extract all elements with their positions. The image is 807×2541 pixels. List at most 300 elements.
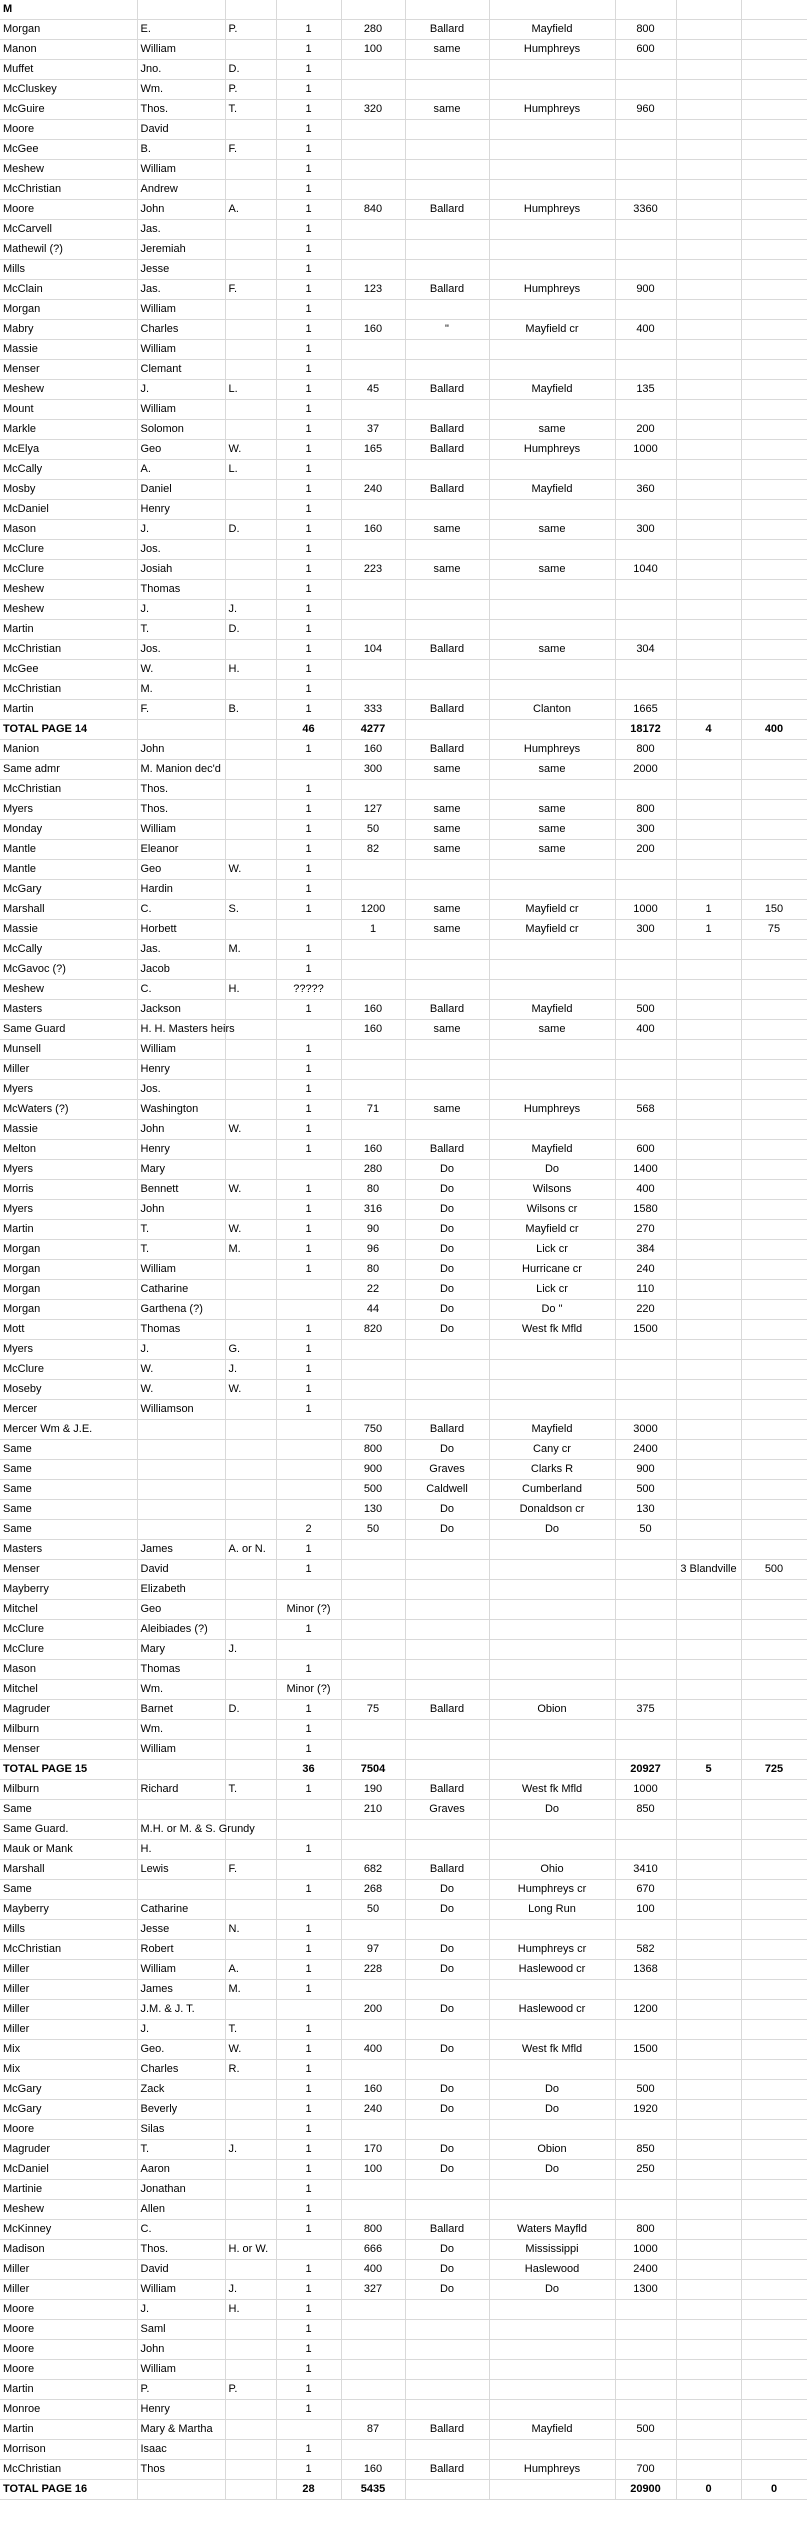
amount-cell[interactable] bbox=[741, 180, 807, 200]
initial-cell[interactable] bbox=[225, 1580, 276, 1600]
surname-cell[interactable]: Morgan bbox=[0, 20, 137, 40]
acres-cell[interactable] bbox=[341, 2120, 405, 2140]
amount-cell[interactable] bbox=[741, 1540, 807, 1560]
watercourse-cell[interactable] bbox=[489, 2020, 615, 2040]
county-cell[interactable]: Ballard bbox=[405, 420, 489, 440]
watercourse-cell[interactable]: Humphreys bbox=[489, 100, 615, 120]
count-cell[interactable] bbox=[676, 2360, 741, 2380]
amount-cell[interactable] bbox=[741, 1300, 807, 1320]
polls-cell[interactable]: 1 bbox=[276, 740, 341, 760]
given-name-cell[interactable]: John bbox=[137, 1120, 225, 1140]
surname-cell[interactable]: Meshew bbox=[0, 980, 137, 1000]
county-cell[interactable] bbox=[405, 780, 489, 800]
watercourse-cell[interactable] bbox=[489, 1340, 615, 1360]
value-cell[interactable] bbox=[615, 1040, 676, 1060]
initial-cell[interactable]: P. bbox=[225, 2380, 276, 2400]
count-cell[interactable] bbox=[676, 1880, 741, 1900]
watercourse-cell[interactable]: Lick cr bbox=[489, 1240, 615, 1260]
given-name-cell[interactable]: T. bbox=[137, 1220, 225, 1240]
initial-cell[interactable]: H. bbox=[225, 660, 276, 680]
value-cell[interactable]: 1000 bbox=[615, 900, 676, 920]
acres-cell[interactable] bbox=[341, 160, 405, 180]
value-cell[interactable] bbox=[615, 260, 676, 280]
polls-cell[interactable]: 1 bbox=[276, 680, 341, 700]
watercourse-cell[interactable]: Mayfield bbox=[489, 1140, 615, 1160]
value-cell[interactable] bbox=[615, 1400, 676, 1420]
count-cell[interactable] bbox=[676, 1860, 741, 1880]
surname-cell[interactable]: Miller bbox=[0, 2000, 137, 2020]
initial-cell[interactable] bbox=[225, 2340, 276, 2360]
count-cell[interactable] bbox=[676, 760, 741, 780]
amount-cell[interactable] bbox=[741, 1940, 807, 1960]
value-cell[interactable] bbox=[615, 960, 676, 980]
initial-cell[interactable] bbox=[225, 1060, 276, 1080]
acres-cell[interactable] bbox=[341, 1580, 405, 1600]
given-name-cell[interactable]: John bbox=[137, 1200, 225, 1220]
county-cell[interactable] bbox=[405, 2440, 489, 2460]
polls-cell[interactable]: 1 bbox=[276, 2040, 341, 2060]
value-cell[interactable] bbox=[615, 2360, 676, 2380]
given-name-cell[interactable]: Thomas bbox=[137, 1320, 225, 1340]
amount-cell[interactable] bbox=[741, 220, 807, 240]
count-cell[interactable] bbox=[676, 1000, 741, 1020]
amount-cell[interactable] bbox=[741, 2260, 807, 2280]
acres-cell[interactable]: 22 bbox=[341, 1280, 405, 1300]
count-cell[interactable] bbox=[676, 1600, 741, 1620]
surname-cell[interactable]: Milburn bbox=[0, 1720, 137, 1740]
count-cell[interactable] bbox=[676, 40, 741, 60]
watercourse-cell[interactable] bbox=[489, 860, 615, 880]
surname-cell[interactable]: Moore bbox=[0, 2320, 137, 2340]
amount-cell[interactable] bbox=[741, 400, 807, 420]
surname-cell[interactable]: Miller bbox=[0, 2260, 137, 2280]
given-name-cell[interactable]: E. bbox=[137, 20, 225, 40]
polls-cell[interactable]: 1 bbox=[276, 2160, 341, 2180]
empty-cell[interactable] bbox=[276, 0, 341, 20]
watercourse-cell[interactable]: same bbox=[489, 1020, 615, 1040]
amount-cell[interactable] bbox=[741, 1640, 807, 1660]
given-name-cell[interactable]: T. bbox=[137, 2140, 225, 2160]
value-cell[interactable] bbox=[615, 2060, 676, 2080]
acres-cell[interactable]: 80 bbox=[341, 1260, 405, 1280]
value-cell[interactable]: 600 bbox=[615, 1140, 676, 1160]
amount-cell[interactable] bbox=[741, 2320, 807, 2340]
acres-cell[interactable]: 750 bbox=[341, 1420, 405, 1440]
count-cell[interactable] bbox=[676, 2020, 741, 2040]
given-name-cell[interactable]: William bbox=[137, 1960, 225, 1980]
given-name-cell[interactable]: Thomas bbox=[137, 1660, 225, 1680]
acres-cell[interactable]: 160 bbox=[341, 1020, 405, 1040]
given-name-cell[interactable]: H. bbox=[137, 1840, 225, 1860]
watercourse-cell[interactable] bbox=[489, 300, 615, 320]
watercourse-cell[interactable]: Humphreys bbox=[489, 740, 615, 760]
value-cell[interactable]: 1500 bbox=[615, 2040, 676, 2060]
given-name-cell[interactable]: Geo bbox=[137, 1600, 225, 1620]
amount-cell[interactable] bbox=[741, 440, 807, 460]
count-cell[interactable] bbox=[676, 880, 741, 900]
given-name-cell[interactable]: A. bbox=[137, 460, 225, 480]
surname-cell[interactable]: Moore bbox=[0, 2300, 137, 2320]
amount-cell[interactable] bbox=[741, 1240, 807, 1260]
watercourse-cell[interactable]: Mayfield bbox=[489, 1420, 615, 1440]
given-name-cell[interactable]: Garthena (?) bbox=[137, 1300, 225, 1320]
count-cell[interactable] bbox=[676, 980, 741, 1000]
amount-cell[interactable] bbox=[741, 820, 807, 840]
initial-cell[interactable] bbox=[225, 1160, 276, 1180]
initial-cell[interactable] bbox=[225, 480, 276, 500]
county-cell[interactable] bbox=[405, 1720, 489, 1740]
value-cell[interactable] bbox=[615, 1540, 676, 1560]
surname-cell[interactable]: Same bbox=[0, 1500, 137, 1520]
polls-cell[interactable]: 1 bbox=[276, 500, 341, 520]
acres-cell[interactable] bbox=[341, 2440, 405, 2460]
surname-cell[interactable]: Martin bbox=[0, 2380, 137, 2400]
given-name-cell[interactable]: M.H. or M. & S. Grundy bbox=[137, 1820, 225, 1840]
county-cell[interactable] bbox=[405, 2180, 489, 2200]
surname-cell[interactable]: Menser bbox=[0, 360, 137, 380]
amount-cell[interactable] bbox=[741, 1960, 807, 1980]
given-name-cell[interactable]: Charles bbox=[137, 2060, 225, 2080]
count-cell[interactable] bbox=[676, 800, 741, 820]
acres-cell[interactable] bbox=[341, 1660, 405, 1680]
count-cell[interactable] bbox=[676, 1700, 741, 1720]
watercourse-cell[interactable]: Humphreys cr bbox=[489, 1880, 615, 1900]
county-cell[interactable]: Do bbox=[405, 1520, 489, 1540]
acres-cell[interactable] bbox=[341, 2320, 405, 2340]
value-cell[interactable] bbox=[615, 2400, 676, 2420]
amount-cell[interactable] bbox=[741, 700, 807, 720]
given-name-cell[interactable]: Wm. bbox=[137, 1720, 225, 1740]
surname-cell[interactable]: Meshew bbox=[0, 600, 137, 620]
polls-cell[interactable]: 1 bbox=[276, 360, 341, 380]
amount-cell[interactable] bbox=[741, 280, 807, 300]
initial-cell[interactable] bbox=[225, 1080, 276, 1100]
value-cell[interactable] bbox=[615, 780, 676, 800]
surname-cell[interactable]: Same bbox=[0, 1520, 137, 1540]
value-cell[interactable] bbox=[615, 460, 676, 480]
initial-cell[interactable] bbox=[225, 300, 276, 320]
count-cell[interactable] bbox=[676, 700, 741, 720]
value-cell[interactable]: 500 bbox=[615, 1480, 676, 1500]
amount-cell[interactable] bbox=[741, 1480, 807, 1500]
surname-cell[interactable]: Mills bbox=[0, 1920, 137, 1940]
county-cell[interactable] bbox=[405, 500, 489, 520]
amount-cell[interactable] bbox=[741, 540, 807, 560]
amount-cell[interactable] bbox=[741, 380, 807, 400]
county-cell[interactable]: Do bbox=[405, 2040, 489, 2060]
amount-cell[interactable] bbox=[741, 2400, 807, 2420]
watercourse-cell[interactable] bbox=[489, 980, 615, 1000]
surname-cell[interactable]: Same bbox=[0, 1440, 137, 1460]
surname-cell[interactable]: Myers bbox=[0, 1340, 137, 1360]
value-cell[interactable]: 300 bbox=[615, 820, 676, 840]
given-name-cell[interactable]: P. bbox=[137, 2380, 225, 2400]
count-cell[interactable] bbox=[676, 2140, 741, 2160]
value-cell[interactable] bbox=[615, 1740, 676, 1760]
given-name-cell[interactable]: William bbox=[137, 300, 225, 320]
initial-cell[interactable] bbox=[225, 2080, 276, 2100]
given-name-cell[interactable] bbox=[137, 2480, 225, 2500]
polls-cell[interactable]: 1 bbox=[276, 1320, 341, 1340]
given-name-cell[interactable]: W. bbox=[137, 660, 225, 680]
acres-cell[interactable]: 130 bbox=[341, 1500, 405, 1520]
acres-cell[interactable] bbox=[341, 120, 405, 140]
watercourse-cell[interactable] bbox=[489, 2480, 615, 2500]
surname-cell[interactable]: McGary bbox=[0, 880, 137, 900]
given-name-cell[interactable]: Clemant bbox=[137, 360, 225, 380]
initial-cell[interactable]: A. bbox=[225, 1960, 276, 1980]
value-cell[interactable]: 304 bbox=[615, 640, 676, 660]
surname-cell[interactable]: McChristian bbox=[0, 680, 137, 700]
watercourse-cell[interactable]: Do " bbox=[489, 1300, 615, 1320]
value-cell[interactable]: 960 bbox=[615, 100, 676, 120]
given-name-cell[interactable] bbox=[137, 720, 225, 740]
surname-cell[interactable]: Mix bbox=[0, 2060, 137, 2080]
value-cell[interactable]: 50 bbox=[615, 1520, 676, 1540]
watercourse-cell[interactable]: Waters Mayfld bbox=[489, 2220, 615, 2240]
polls-cell[interactable] bbox=[276, 1020, 341, 1040]
county-cell[interactable]: Do bbox=[405, 1440, 489, 1460]
polls-cell[interactable]: 28 bbox=[276, 2480, 341, 2500]
value-cell[interactable]: 700 bbox=[615, 2460, 676, 2480]
count-cell[interactable] bbox=[676, 1640, 741, 1660]
acres-cell[interactable] bbox=[341, 1340, 405, 1360]
county-cell[interactable] bbox=[405, 1740, 489, 1760]
given-name-cell[interactable]: John bbox=[137, 740, 225, 760]
surname-cell[interactable]: Moseby bbox=[0, 1380, 137, 1400]
given-name-cell[interactable]: William bbox=[137, 820, 225, 840]
given-name-cell[interactable]: Silas bbox=[137, 2120, 225, 2140]
county-cell[interactable]: Graves bbox=[405, 1460, 489, 1480]
polls-cell[interactable] bbox=[276, 1300, 341, 1320]
acres-cell[interactable] bbox=[341, 880, 405, 900]
watercourse-cell[interactable] bbox=[489, 620, 615, 640]
given-name-cell[interactable]: J. bbox=[137, 520, 225, 540]
surname-cell[interactable]: Morrison bbox=[0, 2440, 137, 2460]
count-cell[interactable] bbox=[676, 1500, 741, 1520]
watercourse-cell[interactable] bbox=[489, 180, 615, 200]
watercourse-cell[interactable]: Long Run bbox=[489, 1900, 615, 1920]
county-cell[interactable]: Ballard bbox=[405, 2220, 489, 2240]
count-cell[interactable] bbox=[676, 2180, 741, 2200]
amount-cell[interactable] bbox=[741, 1740, 807, 1760]
county-cell[interactable] bbox=[405, 140, 489, 160]
count-cell[interactable] bbox=[676, 1020, 741, 1040]
given-name-cell[interactable] bbox=[137, 1520, 225, 1540]
initial-cell[interactable] bbox=[225, 240, 276, 260]
county-cell[interactable]: Do bbox=[405, 2000, 489, 2020]
polls-cell[interactable]: 1 bbox=[276, 240, 341, 260]
county-cell[interactable]: Ballard bbox=[405, 1420, 489, 1440]
polls-cell[interactable]: 1 bbox=[276, 1840, 341, 1860]
surname-cell[interactable]: McChristian bbox=[0, 2460, 137, 2480]
count-cell[interactable] bbox=[676, 2040, 741, 2060]
amount-cell[interactable] bbox=[741, 840, 807, 860]
given-name-cell[interactable]: M. Manion dec'd bbox=[137, 760, 225, 780]
county-cell[interactable] bbox=[405, 80, 489, 100]
count-cell[interactable] bbox=[676, 680, 741, 700]
polls-cell[interactable] bbox=[276, 1160, 341, 1180]
initial-cell[interactable] bbox=[225, 1260, 276, 1280]
amount-cell[interactable] bbox=[741, 1100, 807, 1120]
amount-cell[interactable] bbox=[741, 480, 807, 500]
given-name-cell[interactable]: Richard bbox=[137, 1780, 225, 1800]
amount-cell[interactable] bbox=[741, 2380, 807, 2400]
given-name-cell[interactable]: Lewis bbox=[137, 1860, 225, 1880]
count-cell[interactable] bbox=[676, 1280, 741, 1300]
polls-cell[interactable]: 1 bbox=[276, 1540, 341, 1560]
empty-cell[interactable] bbox=[405, 0, 489, 20]
value-cell[interactable]: 400 bbox=[615, 320, 676, 340]
watercourse-cell[interactable] bbox=[489, 940, 615, 960]
surname-cell[interactable]: Myers bbox=[0, 1200, 137, 1220]
amount-cell[interactable] bbox=[741, 1460, 807, 1480]
initial-cell[interactable] bbox=[225, 780, 276, 800]
watercourse-cell[interactable]: Do bbox=[489, 2080, 615, 2100]
initial-cell[interactable] bbox=[225, 1720, 276, 1740]
acres-cell[interactable] bbox=[341, 140, 405, 160]
surname-cell[interactable]: TOTAL PAGE 14 bbox=[0, 720, 137, 740]
value-cell[interactable]: 240 bbox=[615, 1260, 676, 1280]
count-cell[interactable] bbox=[676, 120, 741, 140]
count-cell[interactable] bbox=[676, 1220, 741, 1240]
given-name-cell[interactable]: James bbox=[137, 1540, 225, 1560]
county-cell[interactable] bbox=[405, 1680, 489, 1700]
initial-cell[interactable] bbox=[225, 220, 276, 240]
acres-cell[interactable]: 666 bbox=[341, 2240, 405, 2260]
polls-cell[interactable]: 1 bbox=[276, 2280, 341, 2300]
amount-cell[interactable] bbox=[741, 740, 807, 760]
value-cell[interactable] bbox=[615, 340, 676, 360]
polls-cell[interactable]: 1 bbox=[276, 660, 341, 680]
polls-cell[interactable]: 1 bbox=[276, 1940, 341, 1960]
watercourse-cell[interactable] bbox=[489, 2380, 615, 2400]
amount-cell[interactable] bbox=[741, 1880, 807, 1900]
surname-cell[interactable]: Same bbox=[0, 1460, 137, 1480]
polls-cell[interactable]: 1 bbox=[276, 960, 341, 980]
watercourse-cell[interactable]: Obion bbox=[489, 2140, 615, 2160]
amount-cell[interactable] bbox=[741, 2120, 807, 2140]
acres-cell[interactable]: 160 bbox=[341, 320, 405, 340]
initial-cell[interactable]: T. bbox=[225, 100, 276, 120]
value-cell[interactable] bbox=[615, 80, 676, 100]
given-name-cell[interactable]: Henry bbox=[137, 500, 225, 520]
surname-cell[interactable]: Mitchel bbox=[0, 1680, 137, 1700]
initial-cell[interactable] bbox=[225, 580, 276, 600]
value-cell[interactable]: 670 bbox=[615, 1880, 676, 1900]
watercourse-cell[interactable]: same bbox=[489, 420, 615, 440]
county-cell[interactable] bbox=[405, 1640, 489, 1660]
county-cell[interactable]: Do bbox=[405, 1960, 489, 1980]
given-name-cell[interactable]: John bbox=[137, 200, 225, 220]
county-cell[interactable] bbox=[405, 120, 489, 140]
given-name-cell[interactable]: Jos. bbox=[137, 640, 225, 660]
polls-cell[interactable]: 1 bbox=[276, 2260, 341, 2280]
given-name-cell[interactable]: Jackson bbox=[137, 1000, 225, 1020]
watercourse-cell[interactable]: Do bbox=[489, 2160, 615, 2180]
empty-cell[interactable] bbox=[489, 0, 615, 20]
acres-cell[interactable] bbox=[341, 1080, 405, 1100]
initial-cell[interactable]: J. bbox=[225, 2280, 276, 2300]
surname-cell[interactable]: Mills bbox=[0, 260, 137, 280]
given-name-cell[interactable]: James bbox=[137, 1980, 225, 2000]
county-cell[interactable]: Ballard bbox=[405, 1700, 489, 1720]
watercourse-cell[interactable] bbox=[489, 2060, 615, 2080]
amount-cell[interactable] bbox=[741, 2200, 807, 2220]
polls-cell[interactable] bbox=[276, 1480, 341, 1500]
watercourse-cell[interactable] bbox=[489, 1400, 615, 1420]
acres-cell[interactable]: 300 bbox=[341, 760, 405, 780]
amount-cell[interactable] bbox=[741, 980, 807, 1000]
count-cell[interactable] bbox=[676, 1480, 741, 1500]
surname-cell[interactable]: McWaters (?) bbox=[0, 1100, 137, 1120]
acres-cell[interactable]: 316 bbox=[341, 1200, 405, 1220]
polls-cell[interactable]: 1 bbox=[276, 160, 341, 180]
value-cell[interactable] bbox=[615, 60, 676, 80]
surname-cell[interactable]: Myers bbox=[0, 1160, 137, 1180]
count-cell[interactable] bbox=[676, 540, 741, 560]
amount-cell[interactable] bbox=[741, 240, 807, 260]
count-cell[interactable] bbox=[676, 1540, 741, 1560]
value-cell[interactable] bbox=[615, 1120, 676, 1140]
polls-cell[interactable]: 1 bbox=[276, 2020, 341, 2040]
value-cell[interactable]: 300 bbox=[615, 920, 676, 940]
value-cell[interactable]: 568 bbox=[615, 1100, 676, 1120]
initial-cell[interactable]: D. bbox=[225, 60, 276, 80]
initial-cell[interactable]: H. bbox=[225, 980, 276, 1000]
watercourse-cell[interactable] bbox=[489, 1640, 615, 1660]
count-cell[interactable] bbox=[676, 260, 741, 280]
count-cell[interactable] bbox=[676, 600, 741, 620]
count-cell[interactable] bbox=[676, 2460, 741, 2480]
surname-cell[interactable]: Mabry bbox=[0, 320, 137, 340]
watercourse-cell[interactable] bbox=[489, 720, 615, 740]
initial-cell[interactable]: P. bbox=[225, 80, 276, 100]
given-name-cell[interactable]: J.M. & J. T. bbox=[137, 2000, 225, 2020]
polls-cell[interactable]: 1 bbox=[276, 1180, 341, 1200]
surname-cell[interactable]: McClure bbox=[0, 540, 137, 560]
watercourse-cell[interactable]: Mayfield bbox=[489, 480, 615, 500]
amount-cell[interactable]: 0 bbox=[741, 2480, 807, 2500]
county-cell[interactable] bbox=[405, 180, 489, 200]
value-cell[interactable]: 1300 bbox=[615, 2280, 676, 2300]
surname-cell[interactable]: McCarvell bbox=[0, 220, 137, 240]
acres-cell[interactable]: 165 bbox=[341, 440, 405, 460]
polls-cell[interactable]: 1 bbox=[276, 2400, 341, 2420]
count-cell[interactable] bbox=[676, 500, 741, 520]
given-name-cell[interactable]: J. bbox=[137, 600, 225, 620]
given-name-cell[interactable]: Horbett bbox=[137, 920, 225, 940]
given-name-cell[interactable]: Geo. bbox=[137, 2040, 225, 2060]
acres-cell[interactable]: 228 bbox=[341, 1960, 405, 1980]
count-cell[interactable] bbox=[676, 1940, 741, 1960]
polls-cell[interactable]: 1 bbox=[276, 820, 341, 840]
surname-cell[interactable]: Martin bbox=[0, 700, 137, 720]
polls-cell[interactable]: 1 bbox=[276, 780, 341, 800]
polls-cell[interactable] bbox=[276, 1800, 341, 1820]
initial-cell[interactable] bbox=[225, 320, 276, 340]
value-cell[interactable] bbox=[615, 2440, 676, 2460]
initial-cell[interactable] bbox=[225, 1420, 276, 1440]
county-cell[interactable]: Do bbox=[405, 1280, 489, 1300]
surname-cell[interactable]: Masters bbox=[0, 1000, 137, 1020]
initial-cell[interactable] bbox=[225, 1560, 276, 1580]
polls-cell[interactable]: 1 bbox=[276, 2340, 341, 2360]
initial-cell[interactable] bbox=[225, 1660, 276, 1680]
value-cell[interactable]: 100 bbox=[615, 1900, 676, 1920]
given-name-cell[interactable]: Catharine bbox=[137, 1900, 225, 1920]
value-cell[interactable] bbox=[615, 1560, 676, 1580]
